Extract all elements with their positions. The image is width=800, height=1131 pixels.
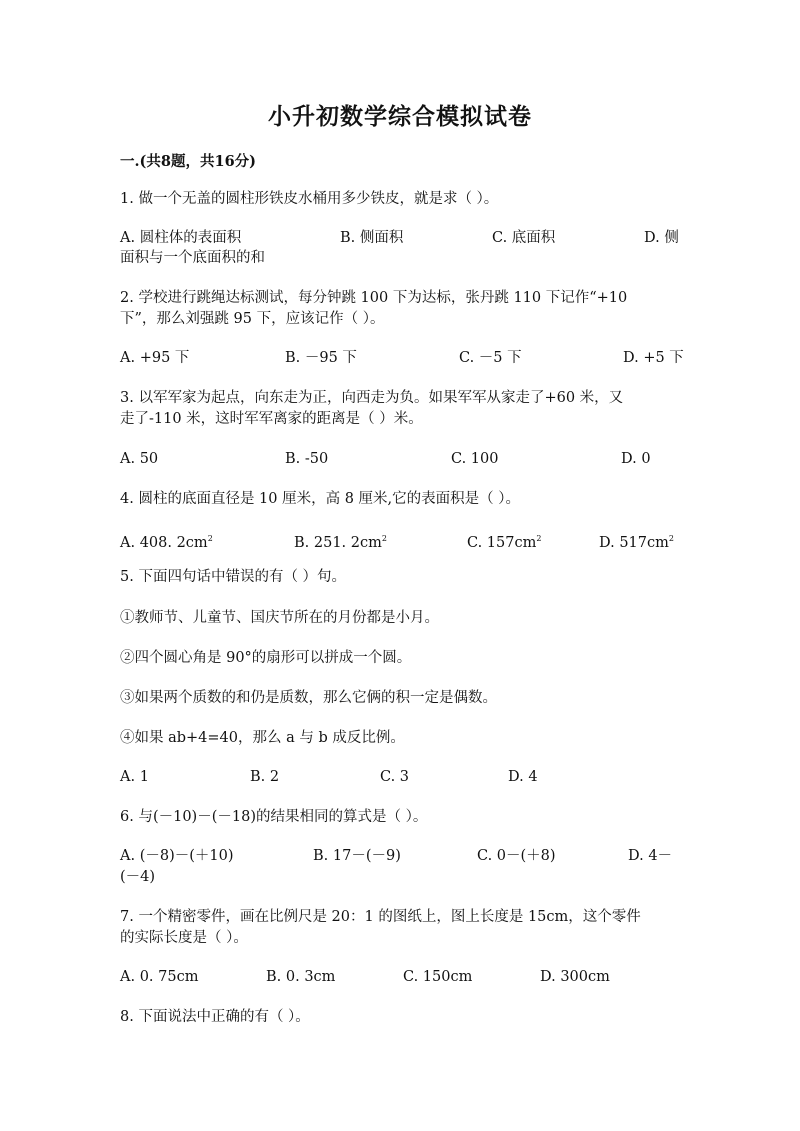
- section-heading: 一.(共8题，共16分): [120, 153, 257, 170]
- question-2-option-c: C. －5 下: [459, 350, 522, 366]
- question-1-option-a: A. 圆柱体的表面积: [120, 230, 242, 246]
- question-5-statement-2: ②四个圆心角是 90°的扇形可以拼成一个圆。: [120, 650, 412, 666]
- question-7-option-a: A. 0. 75cm: [120, 969, 199, 985]
- question-4-stem: 4. 圆柱的底面直径是 10 厘米，高 8 厘米,它的表面积是（ ）。: [120, 491, 521, 507]
- question-8-stem: 8. 下面说法中正确的有（ ）。: [120, 1009, 310, 1025]
- question-4-option-a: A. 408. $2cm^2$: [120, 534, 213, 551]
- question-6-option-a: A. (－8)－(＋10): [120, 848, 234, 864]
- question-3-option-c: C. 100: [451, 451, 499, 467]
- question-3-option-a: A. 50: [120, 451, 159, 467]
- question-3-stem-line-2: 走了-110 米，这时军军离家的距离是（ ）米。: [120, 411, 423, 427]
- question-2-option-a: A. +95 下: [120, 350, 190, 366]
- question-2-option-d: D. +5 下: [623, 350, 684, 366]
- question-7-option-d: D. 300cm: [540, 969, 610, 985]
- question-7-stem-line-2: 的实际长度是（ ）。: [120, 930, 248, 946]
- question-6-option-c: C. 0－(＋8): [477, 848, 556, 864]
- question-5-statement-3: ③如果两个质数的和仍是质数，那么它俩的积一定是偶数。: [120, 690, 497, 706]
- question-1-option-b: B. 侧面积: [340, 230, 404, 246]
- page-title: 小升初数学综合模拟试卷: [268, 103, 532, 130]
- question-6-option-b: B. 17－(－9): [313, 848, 401, 864]
- question-1-option-c: C. 底面积: [492, 230, 556, 246]
- question-7-stem-line-1: 7. 一个精密零件，画在比例尺是 20：1 的图纸上，图上长度是 15cm，这个零件: [120, 909, 641, 925]
- question-1-option-d-continued: 面积与一个底面积的和: [120, 250, 265, 266]
- question-1-stem: 1. 做一个无盖的圆柱形铁皮水桶用多少铁皮，就是求（ ）。: [120, 191, 499, 207]
- question-2-stem-line-1: 2. 学校进行跳绳达标测试，每分钟跳 100 下为达标，张丹跳 110 下记作“+10: [120, 290, 628, 306]
- question-5-statement-4: ④如果 ab+4=40，那么 a 与 b 成反比例。: [120, 730, 405, 746]
- question-4-option-d: D. $517cm^2$: [599, 534, 674, 551]
- question-3-option-d: D. 0: [621, 451, 651, 467]
- question-5-option-b: B. 2: [250, 769, 280, 785]
- question-4-option-b: B. 251. $2cm^2$: [294, 534, 387, 551]
- question-4-option-c: C. $157cm^2$: [467, 534, 542, 551]
- question-6-option-d: D. 4－: [628, 848, 673, 864]
- question-3-option-b: B. -50: [285, 451, 329, 467]
- question-5-statement-1: ①教师节、儿童节、国庆节所在的月份都是小月。: [120, 610, 439, 626]
- question-3-stem-line-1: 3. 以军军家为起点，向东走为正，向西走为负。如果军军从家走了+60 米，又: [120, 390, 624, 406]
- question-5-option-c: C. 3: [380, 769, 410, 785]
- question-5-stem: 5. 下面四句话中错误的有（ ）句。: [120, 569, 347, 585]
- question-5-option-d: D. 4: [508, 769, 538, 785]
- question-1-option-d: D. 侧: [644, 230, 679, 246]
- question-5-option-a: A. 1: [120, 769, 149, 785]
- question-2-stem-line-2: 下”，那么刘强跳 95 下，应该记作（ ）。: [120, 311, 385, 327]
- question-2-option-b: B. －95 下: [285, 350, 357, 366]
- question-7-option-c: C. 150cm: [403, 969, 473, 985]
- question-7-option-b: B. 0. 3cm: [266, 969, 336, 985]
- question-6-stem: 6. 与(－10)－(－18)的结果相同的算式是（ ）。: [120, 809, 428, 825]
- question-6-option-d-continued: (－4): [120, 869, 156, 885]
